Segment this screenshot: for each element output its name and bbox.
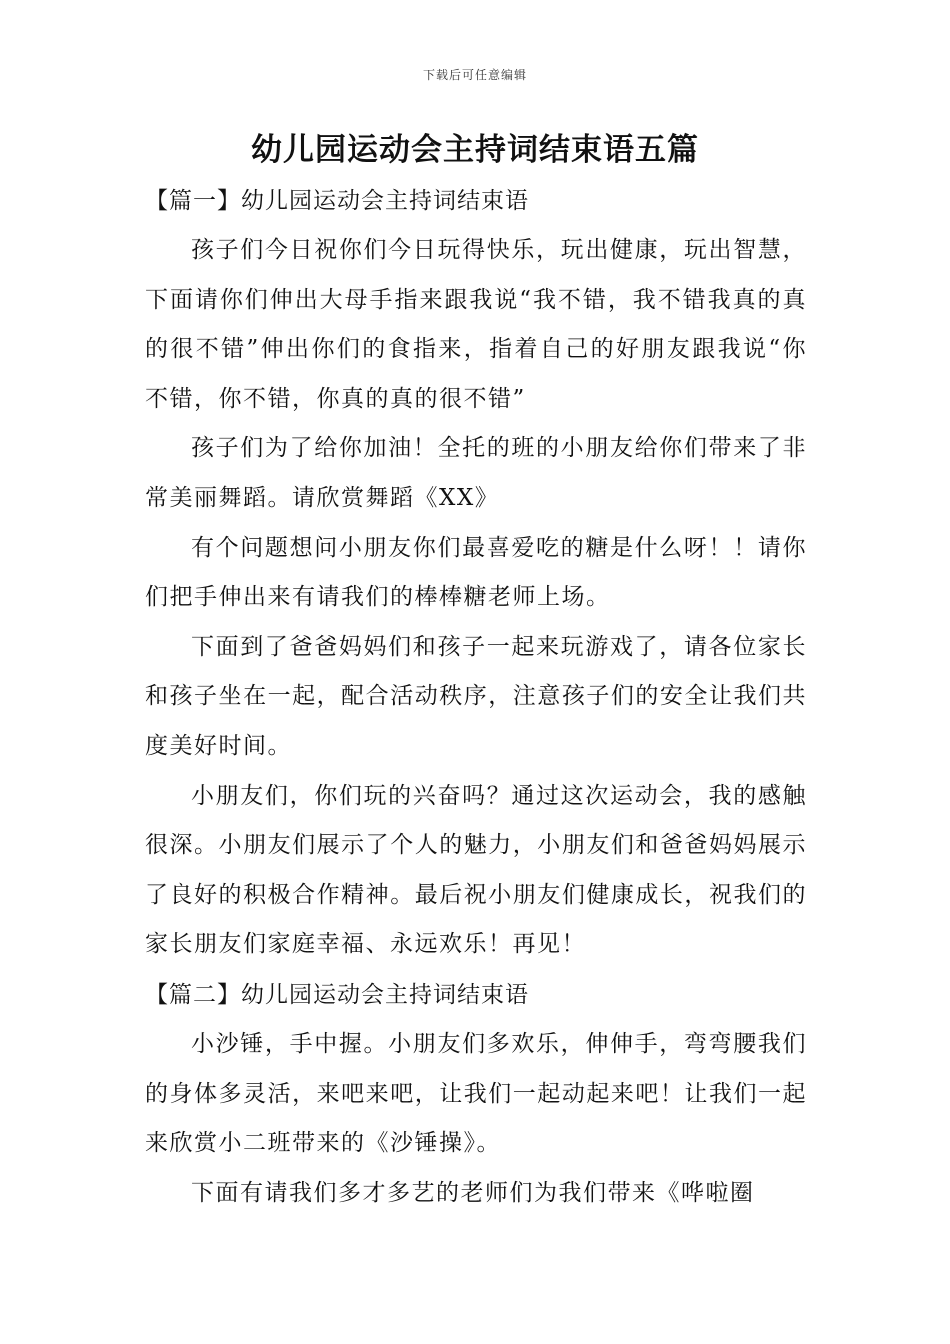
paragraph: 小朋友们，你们玩的兴奋吗？通过这次运动会，我的感触很深。小朋友们展示了个人的魅力，小朋友们和爸爸妈妈展示了良好的积极合作精神。最后祝小朋友们健康成长，祝我们的家长朋友们家庭幸福、永远欢乐！再见！ xyxy=(145,782,807,958)
paragraph: 有个问题想问小朋友你们最喜爱吃的糖是什么呀！！请你们把手伸出来有请我们的棒棒糖老师上场。 xyxy=(145,534,807,611)
document-body xyxy=(145,176,807,1218)
paragraph: 孩子们今日祝你们今日玩得快乐，玩出健康，玩出智慧，下面请你们伸出大母手指来跟我说“我不错，我不错我真的真的很不错”伸出你们的食指来，指着自己的好朋友跟我说“你不错，你不错，你真的真的很不错” xyxy=(145,237,807,412)
section-heading-2: 【篇二】幼儿园运动会主持词结束语 xyxy=(145,981,529,1008)
section-heading-1: 【篇一】幼儿园运动会主持词结束语 xyxy=(145,188,529,214)
paragraph: 孩子们为了给你加油！全托的班的小朋友给你们带来了非常美丽舞蹈。请欣赏舞蹈《XX》 xyxy=(145,435,807,511)
document-title: 幼儿园运动会主持词结束语五篇 xyxy=(251,132,699,168)
paragraph: 下面到了爸爸妈妈们和孩子一起来玩游戏了，请各位家长和孩子坐在一起，配合活动秩序，注意孩子们的安全让我们共度美好时间。 xyxy=(145,633,807,759)
header-note: 下载后可任意编辑 xyxy=(422,68,527,82)
paragraph: 下面有请我们多才多艺的老师们为我们带来《哗啦圈 xyxy=(191,1179,755,1206)
paragraph: 小沙锤，手中握。小朋友们多欢乐，伸伸手，弯弯腰我们的身体多灵活，来吧来吧，让我们一起动起来吧！让我们一起来欣赏小二班带来的《沙锤操》。 xyxy=(145,1030,807,1157)
